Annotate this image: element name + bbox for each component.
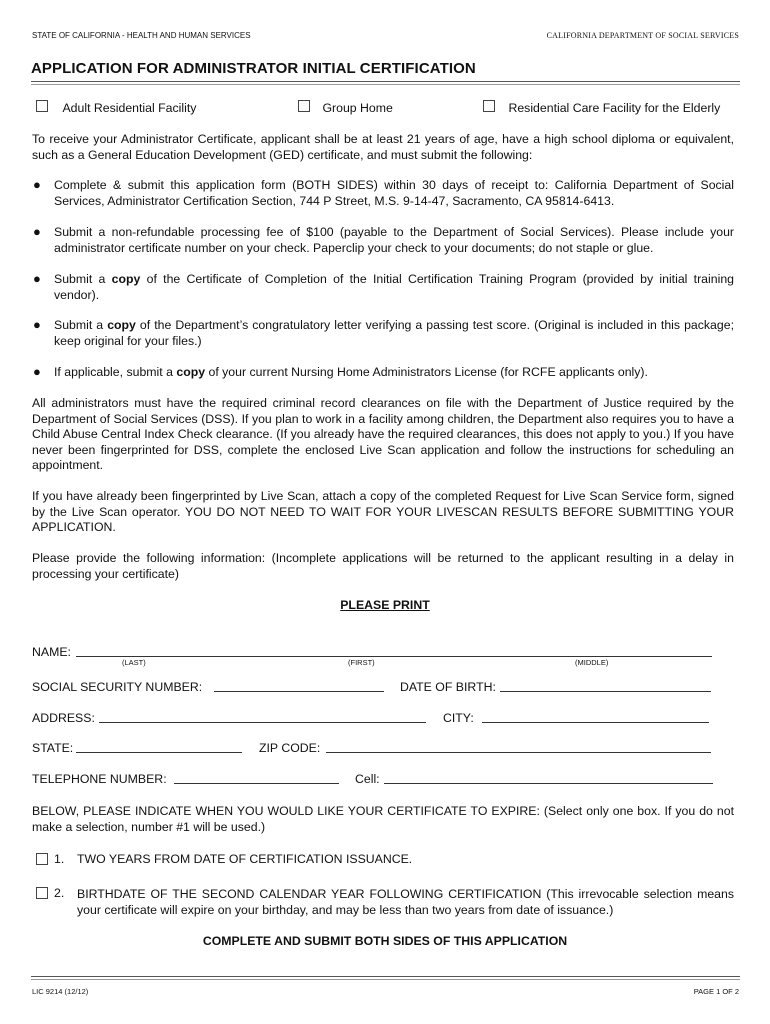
bullet-icon: ● (33, 317, 41, 332)
facility-option-group-home[interactable] (298, 99, 393, 117)
expire-option-1-number: 1. (54, 852, 65, 866)
department-header: CALIFORNIA DEPARTMENT OF SOCIAL SERVICES (546, 31, 739, 40)
ssn-input[interactable] (214, 691, 384, 692)
form-title: APPLICATION FOR ADMINISTRATOR INITIAL CERTIFICATION (31, 60, 476, 77)
zip-input[interactable] (326, 752, 711, 753)
requirement-item (54, 318, 734, 349)
title-rule-top (31, 81, 740, 82)
group-home-checkbox[interactable] (298, 100, 310, 112)
city-input[interactable] (482, 722, 709, 723)
requirement-text: of the Department’s congratulatory letter verifying a passing test score. (Original is included in this package; keep original for your files.) (54, 318, 734, 348)
expire-option-2-label: BIRTHDATE OF THE SECOND CALENDAR YEAR FOLLOWING CERTIFICATION (This irrevocable selection means your certificate will expire on your birthday, and may be less than two years from date of issuance.) (77, 887, 734, 917)
expire-option-1-checkbox[interactable] (36, 853, 48, 865)
middle-name-caption: (MIDDLE) (575, 658, 609, 667)
telephone-input[interactable] (174, 783, 339, 784)
requirement-item (54, 272, 734, 303)
requirement-emphasis: copy (107, 318, 136, 332)
expire-option-2-number: 2. (54, 886, 65, 900)
facility-option-arf[interactable] (36, 99, 196, 117)
requirement-text: of your current Nursing Home Administrators License (for RCFE applicants only). (205, 365, 648, 379)
form-id: LIC 9214 (12/12) (32, 987, 89, 996)
expire-option-2-checkbox[interactable] (36, 887, 48, 899)
page-number: PAGE 1 OF 2 (693, 987, 739, 996)
expire-option-1[interactable] (36, 852, 48, 870)
footer-rule-top (31, 976, 740, 977)
title-rule-bottom (31, 84, 740, 85)
facility-option-rcfe[interactable] (483, 99, 720, 117)
state-input[interactable] (76, 752, 242, 753)
cell-input[interactable] (384, 783, 713, 784)
bullet-icon: ● (33, 177, 41, 192)
first-name-caption: (FIRST) (348, 658, 375, 667)
provide-info-paragraph: Please provide the following information: (Incomplete applications will be returned to the applicant resulting in a delay in processing your certificate) (32, 551, 734, 581)
name-input[interactable] (76, 656, 712, 657)
facility-option-label: Adult Residential Facility (62, 101, 197, 115)
submit-both-sides-notice: COMPLETE AND SUBMIT BOTH SIDES OF THIS APPLICATION (202, 934, 568, 948)
requirement-item (54, 178, 734, 209)
address-input[interactable] (99, 722, 426, 723)
requirement-item (54, 365, 734, 381)
bullet-icon: ● (33, 364, 41, 379)
requirement-emphasis: copy (176, 365, 206, 379)
expiration-instructions: BELOW, PLEASE INDICATE WHEN YOU WOULD LIKE YOUR CERTIFICATE TO EXPIRE: (Select only one box. If you do not make a selection, number #1 will be used.) (32, 804, 734, 834)
zip-label: ZIP CODE: (259, 741, 321, 755)
telephone-label: TELEPHONE NUMBER: (32, 772, 167, 786)
address-label: ADDRESS: (32, 711, 95, 725)
city-label: CITY: (443, 711, 474, 725)
bullet-icon: ● (33, 271, 41, 286)
dob-label: DATE OF BIRTH: (400, 680, 496, 694)
agency-header: STATE OF CALIFORNIA - HEALTH AND HUMAN SERVICES (32, 31, 251, 40)
intro-paragraph: To receive your Administrator Certificate, applicant shall be at least 21 years of age, have a high school diploma or equivalent, such as a General Education Development (GED) certificate, and must submit the following: (32, 132, 734, 162)
requirement-text: If applicable, submit a (54, 365, 177, 379)
name-label: NAME: (32, 645, 71, 659)
requirement-text: Submit a non-refundable processing fee of $100 (payable to the Department of Social Services). Please include your administrator certificate number on your check. Paperclip your check to your documents; do not staple or glue. (54, 225, 734, 255)
expire-option-2[interactable] (36, 886, 48, 904)
state-label: STATE: (32, 741, 74, 755)
cell-label: Cell: (355, 772, 380, 786)
facility-option-label: Residential Care Facility for the Elderly (508, 101, 721, 115)
requirement-item (54, 225, 734, 256)
requirement-text: of the Certificate of Completion of the Initial Certification Training Program (provided by initial training vendor). (54, 272, 734, 302)
expire-option-1-label: TWO YEARS FROM DATE OF CERTIFICATION ISSUANCE. (77, 852, 413, 866)
requirement-text: Submit a (54, 318, 108, 332)
facility-option-label: Group Home (322, 101, 393, 115)
dob-input[interactable] (500, 691, 711, 692)
livescan-paragraph: If you have already been fingerprinted by Live Scan, attach a copy of the completed Request for Live Scan Service form, signed by the Live Scan operator. YOU DO NOT NEED TO WAIT FOR YOUR LIVESCAN RESULTS BEFORE SUBMITTING YOUR APPLICATION. (32, 489, 734, 534)
requirement-text: Complete & submit this application form (BOTH SIDES) within 30 days of receipt to: California Department of Social Services, Administrator Certification Section, 744 P Street, M.S. 9-14-47, Sacramento, CA 95814-6413. (54, 178, 734, 208)
please-print-heading: PLEASE PRINT (340, 598, 430, 612)
last-name-caption: (LAST) (122, 658, 146, 667)
requirement-text: Submit a (54, 272, 112, 286)
bullet-icon: ● (33, 224, 41, 239)
footer-rule-bottom (31, 979, 740, 980)
rcfe-checkbox[interactable] (483, 100, 495, 112)
requirement-emphasis: copy (111, 272, 141, 286)
ssn-label: SOCIAL SECURITY NUMBER: (32, 680, 203, 694)
clearances-paragraph: All administrators must have the required criminal record clearances on file with the Department of Justice required by the Department of Social Services (DSS). If you plan to work in a facility among children, the Department also requires you to have a Child Abuse Central Index Check clearance. (If you already have the required clearances, this does not apply to you.) If you have never been fingerprinted for DSS, complete the enclosed Live Scan application and follow the instructions for scheduling an appointment. (32, 396, 734, 472)
adult-residential-checkbox[interactable] (36, 100, 48, 112)
